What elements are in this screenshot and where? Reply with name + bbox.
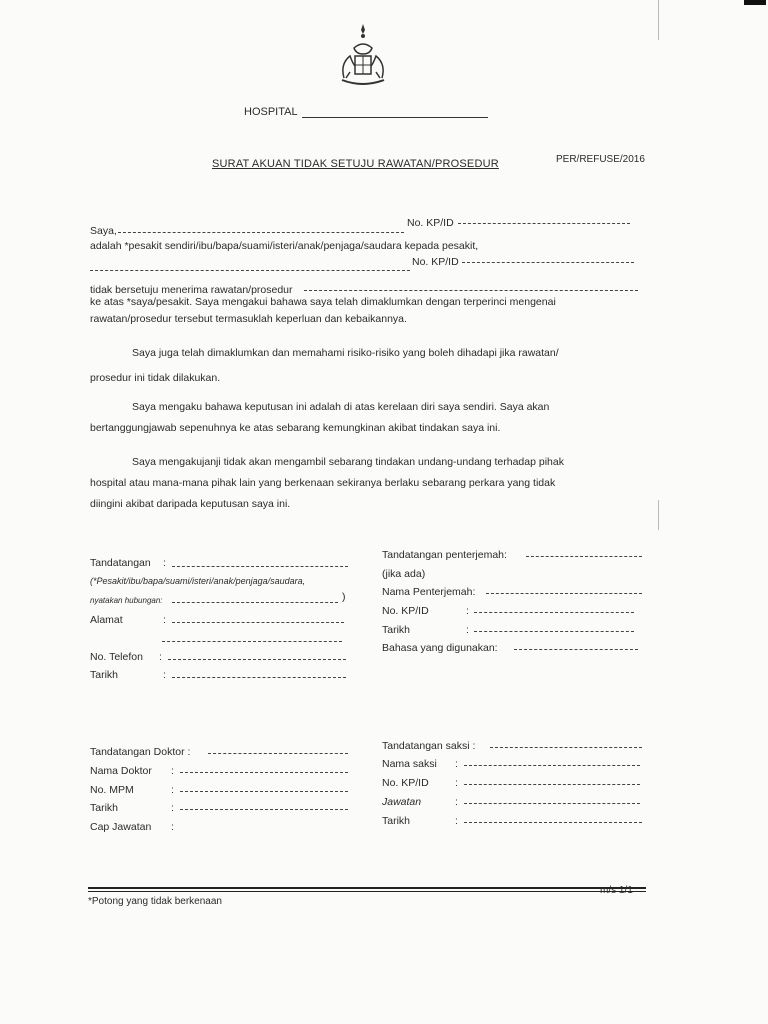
patient-kp-label: No. KP/ID — [412, 256, 459, 268]
witness-kp-label: No. KP/ID — [382, 777, 429, 789]
date-label: Tarikh — [90, 669, 119, 681]
relation-options: (*Pesakit/ibu/bapa/suami/isteri/anak/penjaga/saudara, — [90, 576, 306, 586]
footer-rule — [88, 891, 646, 892]
translator-kp-label: No. KP/ID — [382, 605, 429, 617]
colon: : — [455, 815, 458, 827]
translator-date-label: Tarikh — [382, 624, 411, 636]
translator-date-field[interactable] — [474, 631, 634, 632]
kp-field[interactable] — [458, 223, 630, 224]
colon: : — [466, 605, 469, 617]
paragraph-line: Saya mengakujanji tidak akan mengambil sebarang tindakan undang-undang terhadap pihak — [132, 456, 564, 468]
paragraph-line: bertanggungjawab sepenuhnya ke atas sebarang kemungkinan akibat tindakan saya ini. — [90, 422, 501, 434]
witness-signature-label: Tandatangan saksi : — [382, 740, 476, 752]
declaration-line: rawatan/prosedur tersebut termasuklah keperluan dan kebaikannya. — [90, 313, 407, 325]
relation-label: nyatakan hubungan: — [90, 596, 163, 605]
page-number: m/s 1/1 — [600, 885, 633, 896]
colon: : — [171, 821, 174, 833]
colon: : — [455, 796, 458, 808]
signature-label: Tandatangan — [90, 557, 151, 569]
colon: : — [171, 765, 174, 777]
witness-kp-field[interactable] — [464, 784, 640, 785]
coat-of-arms-icon — [336, 22, 390, 92]
witness-signature-field[interactable] — [490, 747, 642, 748]
colon: : — [163, 669, 166, 681]
translator-name-field[interactable] — [486, 593, 642, 594]
mpm-field[interactable] — [180, 791, 348, 792]
declaration-line: ke atas *saya/pesakit. Saya mengakui bahawa saya telah dimaklumkan dengan terperinci mengenai — [90, 296, 556, 308]
footer-rule — [88, 887, 646, 889]
name-field[interactable] — [118, 232, 404, 233]
translator-kp-field[interactable] — [474, 612, 634, 613]
scan-line — [658, 500, 659, 530]
translator-signature-label: Tandatangan penterjemah: — [382, 549, 507, 561]
doctor-date-field[interactable] — [180, 809, 348, 810]
witness-date-field[interactable] — [464, 822, 642, 823]
colon: : — [163, 557, 166, 569]
kp-label: No. KP/ID — [407, 217, 454, 229]
witness-date-label: Tarikh — [382, 815, 411, 827]
colon: : — [171, 802, 174, 814]
hospital-label: HOSPITAL — [244, 106, 298, 118]
witness-position-label: Jawatan — [382, 796, 422, 808]
translator-optional-note: (jika ada) — [382, 568, 426, 580]
translator-name-label: Nama Penterjemah: — [382, 586, 476, 598]
doctor-date-label: Tarikh — [90, 802, 119, 814]
address-field-2[interactable] — [162, 641, 342, 642]
phone-label: No. Telefon — [90, 651, 143, 663]
phone-field[interactable] — [168, 659, 346, 660]
form-code: PER/REFUSE/2016 — [556, 154, 645, 165]
witness-position-field[interactable] — [464, 803, 640, 804]
doctor-name-field[interactable] — [180, 772, 348, 773]
address-label: Alamat — [90, 614, 123, 626]
mpm-label: No. MPM — [90, 784, 134, 796]
paragraph-line: Saya mengaku bahawa keputusan ini adalah di atas kerelaan diri saya sendiri. Saya akan — [132, 401, 550, 413]
saya-label: Saya, — [90, 225, 117, 237]
doctor-signature-label: Tandatangan Doktor : — [90, 746, 191, 758]
footnote: *Potong yang tidak berkenaan — [88, 896, 222, 907]
colon: : — [159, 651, 162, 663]
scan-line — [658, 0, 659, 40]
paragraph-line: diingini akibat daripada keputusan saya ini. — [90, 498, 291, 510]
stamp-label: Cap Jawatan — [90, 821, 152, 833]
doctor-signature-field[interactable] — [208, 753, 348, 754]
paragraph-line: hospital atau mana-mana pihak lain yang berkenaan sekiranya berlaku sebarang perkara yang tidak — [90, 477, 556, 489]
signature-field[interactable] — [172, 566, 348, 567]
address-field[interactable] — [172, 622, 344, 623]
paragraph-line: Saya juga telah dimaklumkan dan memahami risiko-risiko yang boleh dihadapi jika rawatan/ — [132, 347, 559, 359]
treatment-field[interactable] — [304, 290, 638, 291]
relationship-line: adalah *pesakit sendiri/ibu/bapa/suami/isteri/anak/penjaga/saudara kepada pesakit, — [90, 240, 479, 252]
colon: : — [163, 614, 166, 626]
colon: : — [466, 624, 469, 636]
witness-name-label: Nama saksi — [382, 758, 437, 770]
colon: : — [455, 777, 458, 789]
colon: : — [455, 758, 458, 770]
doctor-name-label: Nama Doktor — [90, 765, 152, 777]
date-field[interactable] — [172, 677, 346, 678]
witness-name-field[interactable] — [464, 765, 640, 766]
translator-signature-field[interactable] — [526, 556, 642, 557]
patient-name-field[interactable] — [90, 270, 410, 271]
form-title: SURAT AKUAN TIDAK SETUJU RAWATAN/PROSEDUR — [212, 158, 499, 170]
scan-edge-mark — [744, 0, 766, 5]
paragraph-line: prosedur ini tidak dilakukan. — [90, 372, 221, 384]
language-label: Bahasa yang digunakan: — [382, 642, 498, 654]
colon: : — [171, 784, 174, 796]
language-field[interactable] — [514, 649, 638, 650]
relation-field[interactable] — [172, 602, 338, 603]
treatment-label: tidak bersetuju menerima rawatan/prosedur — [90, 284, 293, 296]
hospital-field[interactable] — [302, 117, 488, 118]
patient-kp-field[interactable] — [462, 262, 634, 263]
closing-paren: ) — [342, 591, 346, 603]
